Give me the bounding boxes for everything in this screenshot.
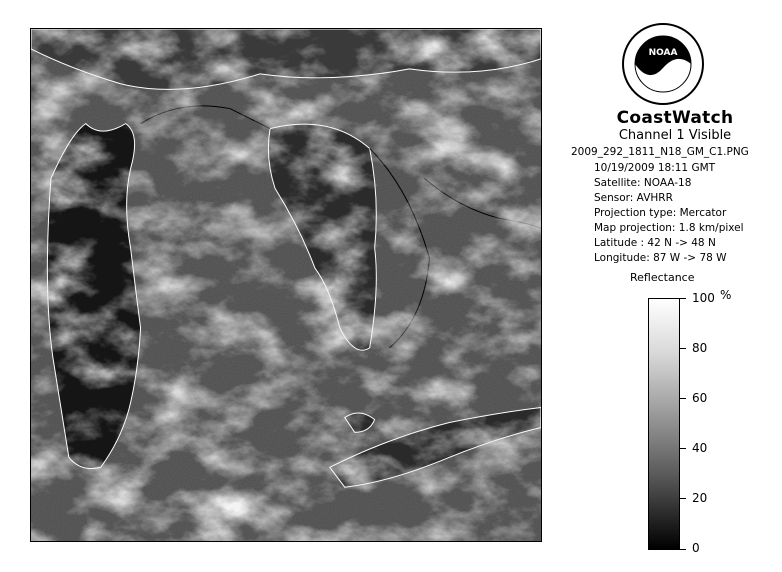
satellite: Satellite: NOAA-18 (594, 177, 692, 189)
tick-mark (680, 398, 686, 399)
tick-label: 20 (692, 491, 708, 505)
tick-mark (680, 298, 686, 299)
reflectance-colorbar (648, 298, 680, 550)
tick-label: 40 (692, 441, 708, 455)
longitude: Longitude: 87 W -> 78 W (594, 252, 727, 264)
tick-mark (680, 448, 686, 449)
tick-mark (680, 348, 686, 349)
tick-mark (680, 549, 686, 550)
app-title: CoastWatch (616, 108, 734, 128)
tick-label: 60 (692, 391, 708, 405)
tick-label: 100 (692, 291, 715, 305)
legend-title: Reflectance (630, 271, 695, 284)
sensor: Sensor: AVHRR (594, 192, 673, 204)
latitude: Latitude : 42 N -> 48 N (594, 237, 716, 249)
tick-label: 80 (692, 341, 708, 355)
tick-mark (680, 498, 686, 499)
legend-unit: % (720, 288, 732, 302)
datetime: 10/19/2009 18:11 GMT (594, 162, 716, 174)
tick-label: 0 (692, 541, 700, 555)
filename: 2009_292_1811_N18_GM_C1.PNG (571, 146, 749, 158)
satellite-image (30, 28, 542, 542)
channel-label: Channel 1 Visible (618, 128, 732, 143)
map-projection: Map projection: 1.8 km/pixel (594, 222, 744, 234)
noaa-logo (621, 22, 705, 106)
projection-type: Projection type: Mercator (594, 207, 727, 219)
logo-text: NOAA (648, 48, 678, 58)
